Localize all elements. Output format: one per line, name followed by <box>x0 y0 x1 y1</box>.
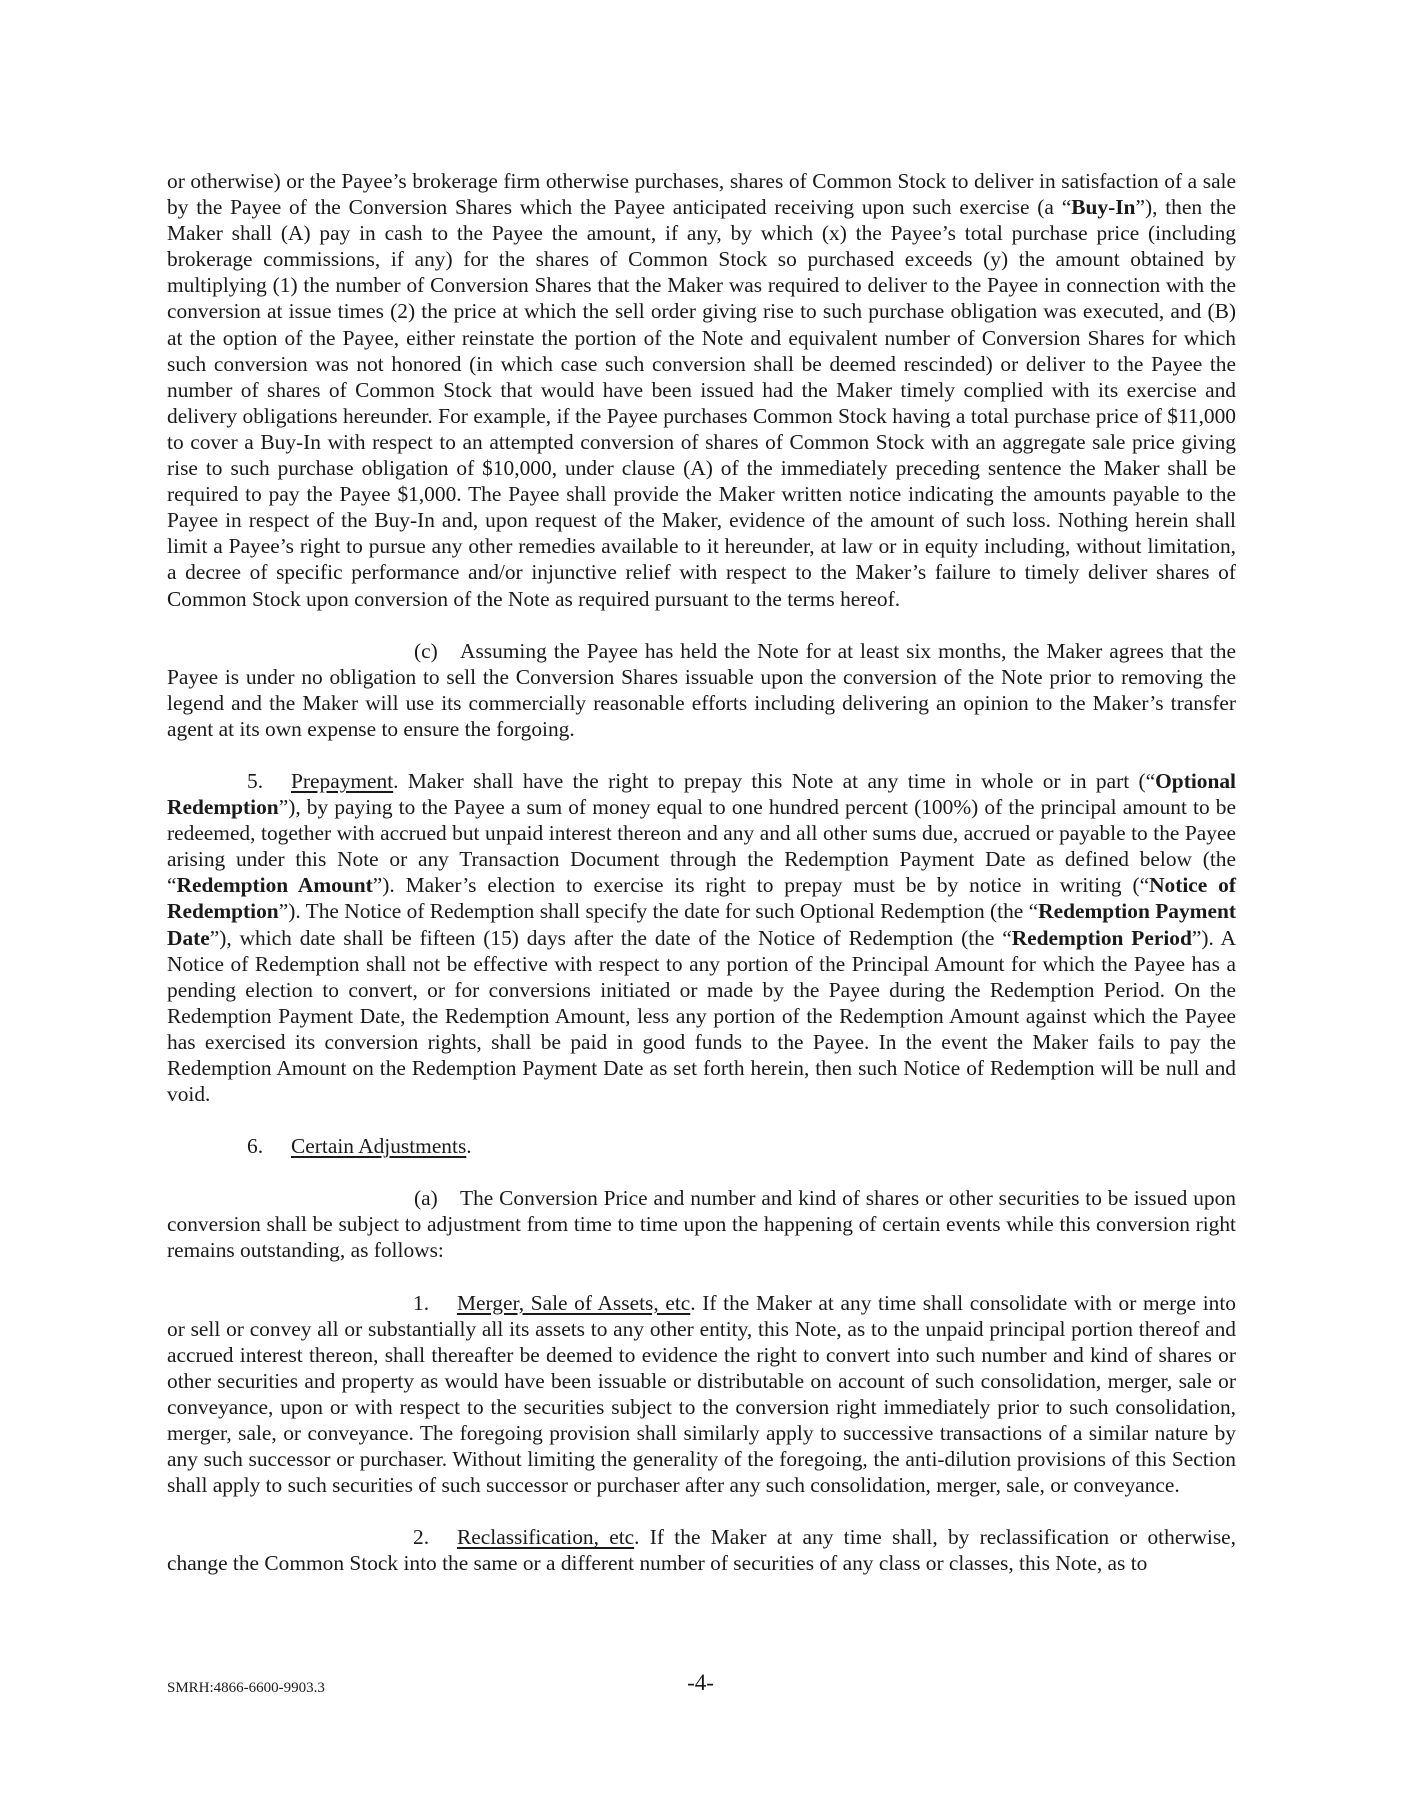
defined-term: Redemption Payment Date <box>167 899 1236 950</box>
subsection-2-reclassification <box>167 1524 1236 1576</box>
paragraph-text: ”). Maker’s election to exercise its right to prepay must be by notice in writing (“ <box>372 873 1150 898</box>
section-number: 6. <box>247 1134 264 1159</box>
paragraph-text: ”). The Notice of Redemption shall specify the date for such Optional Redemption (the “ <box>278 899 1039 924</box>
clause-number: (a) <box>414 1186 438 1211</box>
subsection-1-merger <box>167 1290 1236 1499</box>
section-heading: Prepayment <box>291 768 394 793</box>
defined-term: Buy-In <box>1071 195 1136 220</box>
paragraph-a <box>167 1185 1236 1263</box>
paragraph-text: ”), by paying to the Payee a sum of money equal to one hundred percent (100%) of the principal amount to be redeemed, together with accrued but unpaid interest thereon and any and all other sums due, accrued or payable to the Payee arising under this Note or any Transaction Document through the Redemption Payment Date as defined below (the “ <box>167 795 1236 898</box>
paragraph-text: . Maker shall have the right to prepay this Note at any time in whole or in part (“ <box>393 768 1156 793</box>
paragraph-buy-in <box>167 168 1236 612</box>
section-number: 5. <box>247 768 264 793</box>
defined-term: Optional Redemption <box>167 768 1236 820</box>
paragraph-text: ”). A Notice of Redemption shall not be effective with respect to any portion of the Principal Amount for which the Payee has a pending election to convert, or for conversions initiated or made by the Payee during the Redemption Period. On the Redemption Payment Date, the Redemption Amount, less any portion of the Redemption Amount against which the Payee has exercised its conversion rights, shall be paid in good funds to the Payee. In the event the Maker fails to pay the Redemption Amount on the Redemption Payment Date as set forth herein, then such Notice of Redemption will be null and void. <box>167 925 1236 1107</box>
defined-term: Redemption Amount <box>176 873 373 898</box>
clause-number: (c) <box>414 638 438 663</box>
heading-period: . <box>466 1134 472 1159</box>
document-body <box>167 168 1236 1577</box>
section-6-heading <box>167 1133 1236 1159</box>
paragraph-text: . If the Maker at any time shall consolidate with or merge into or sell or convey all or substantially all its assets to any other entity, this Note, as to the unpaid principal portion thereof and accrued interest thereon, shall thereafter be deemed to evidence the right to convert into such number and kind of shares or other securities and property as would have been issuable or distributable on account of such consolidation, merger, sale or conveyance, upon or with respect to the securities subject to the conversion right immediately prior to such consolidation, merger, sale, or conveyance. The foregoing provision shall similarly apply to successive transactions of a similar nature by any such successor or purchaser. Without limiting the generality of the foregoing, the anti-dilution provisions of this Section shall apply to such securities of such successor or purchaser after any such consolidation, merger, sale, or conveyance. <box>167 1290 1236 1498</box>
defined-term: Notice of Redemption <box>167 873 1236 924</box>
paragraph-text: ”), which date shall be fifteen (15) days after the date of the Notice of Redemption (the “ <box>209 925 1012 950</box>
paragraph-text: . If the Maker at any time shall, by reclassification or otherwise, change the Common Stock into the same or a different number of securities of any class or classes, this Note, as to <box>167 1525 1236 1576</box>
subsection-heading: Merger, Sale of Assets, etc <box>457 1290 691 1315</box>
subsection-number: 2. <box>413 1525 430 1550</box>
paragraph-text: ”), then the Maker shall (A) pay in cash to the Payee the amount, if any, by which (x) the Payee’s total purchase price (including brokerage commissions, if any) for the shares of Common Stock so purchased exceeds (y) the amount obtained by multiplying (1) the number of Conversion Shares that the Maker was required to deliver to the Payee in connection with the conversion at issue times (2) the price at which the sell order giving rise to such purchase obligation was executed, and (B) at the option of the Payee, either reinstate the portion of the Note and equivalent number of Conversion Shares for which such conversion was not honored (in which case such conversion shall be deemed rescinded) or deliver to the Payee the number of shares of Common Stock that would have been issued had the Maker timely complied with its exercise and delivery obligations hereunder. For example, if the Payee purchases Common Stock having a total purchase price of $11,000 to cover a Buy-In with respect to an attempted conversion of shares of Common Stock with an aggregate sale price giving rise to such purchase obligation of $10,000, under clause (A) of the immediately preceding sentence the Maker shall be required to pay the Payee $1,000. The Payee shall provide the Maker written notice indicating the amounts payable to the Payee in respect of the Buy-In and, upon request of the Maker, evidence of the amount of such loss. Nothing herein shall limit a Payee’s right to pursue any other remedies available to it hereunder, at law or in equity including, without limitation, a decree of specific performance and/or injunctive relief with respect to the Maker’s failure to timely deliver shares of Common Stock upon conversion of the Note as required pursuant to the terms hereof. <box>167 195 1236 611</box>
section-5-prepayment <box>167 768 1236 1107</box>
page-number: -4- <box>687 1670 714 1695</box>
paragraph-text: The Conversion Price and number and kind of shares or other securities to be issued upon conversion shall be subject to adjustment from time to time upon the happening of certain events while this conversion right remains outstanding, as follows: <box>167 1186 1236 1263</box>
paragraph-text: or otherwise) or the Payee’s brokerage firm otherwise purchases, shares of Common Stock to deliver in satisfaction of a sale by the Payee of the Conversion Shares which the Payee anticipated receiving upon such exercise (a “ <box>167 169 1236 220</box>
defined-term: Redemption Period <box>1011 925 1192 950</box>
section-heading: Certain Adjustments <box>291 1134 467 1159</box>
document-id: SMRH:4866-6600-9903.3 <box>167 1680 325 1696</box>
paragraph-text: Assuming the Payee has held the Note for at least six months, the Maker agrees that the Payee is under no obligation to sell the Conversion Shares issuable upon the conversion of the Note prior to removing the legend and the Maker will use its commercially reasonable efforts including delivering an opinion to the Maker’s transfer agent at its own expense to ensure the forgoing. <box>167 638 1236 741</box>
paragraph-c <box>167 638 1236 742</box>
subsection-number: 1. <box>413 1290 430 1315</box>
subsection-heading: Reclassification, etc <box>457 1525 635 1550</box>
